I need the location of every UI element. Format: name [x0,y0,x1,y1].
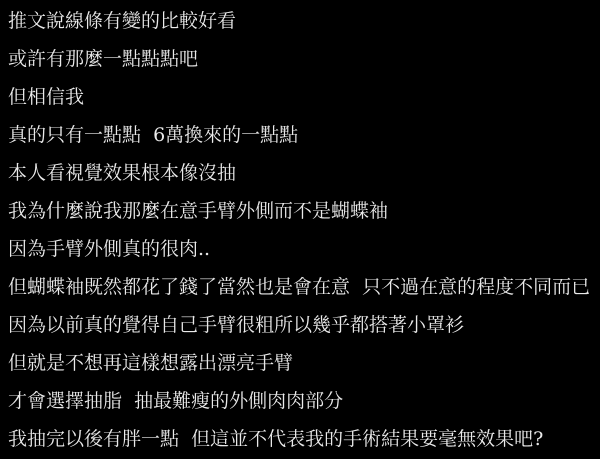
text-line: 但蝴蝶袖既然都花了錢了當然也是會在意 只不過在意的程度不同而已 [8,276,591,298]
text-line: 因為以前真的覺得自己手臂很粗所以幾乎都搭著小罩衫 [8,314,465,336]
text-line: 真的只有一點點 6萬換來的一點點 [8,124,299,146]
text-line: 本人看視覺效果根本像沒抽 [8,162,237,184]
text-line: 我抽完以後有胖一點 但這並不代表我的手術結果要毫無效果吧? [8,428,544,450]
text-line: 但就是不想再這樣想露出漂亮手臂 [8,352,294,374]
text-line: 推文說線條有變的比較好看 [8,10,237,32]
text-line: 才會選擇抽脂 抽最難瘦的外側肉肉部分 [8,390,344,412]
text-line: 但相信我 [8,86,85,108]
text-line: 我為什麼說我那麼在意手臂外側而不是蝴蝶袖 [8,200,389,222]
text-line: 因為手臂外側真的很肉.. [8,238,211,260]
text-line: 或許有那麼一點點點吧 [8,48,199,70]
